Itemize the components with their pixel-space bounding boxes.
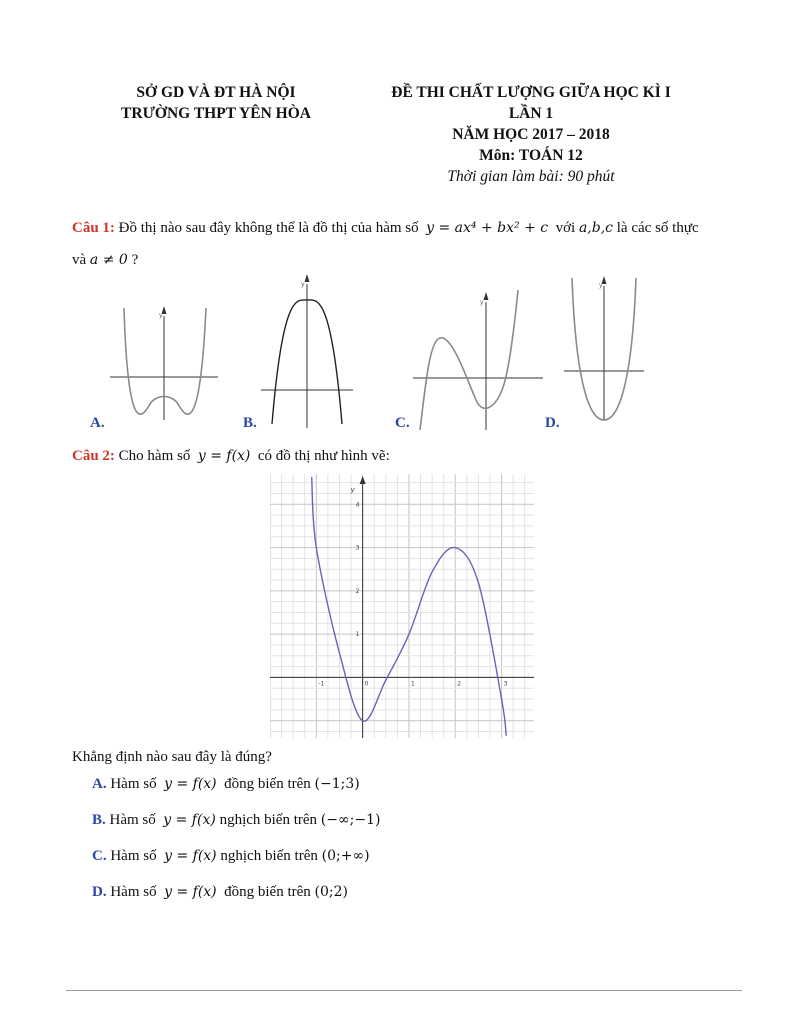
answer-b[interactable]: [92, 812, 380, 829]
exam-title: ĐỀ THI CHẤT LƯỢNG GIỮA HỌC KÌ I: [391, 84, 671, 101]
q1-option-c: C.: [395, 415, 410, 431]
answer-b-interval: (−∞;−1): [320, 812, 381, 828]
svg-text:y: y: [599, 282, 603, 289]
answer-d[interactable]: [92, 884, 348, 901]
question-1-text: Đồ thị nào sau đây không thể là đồ thị của hàm số: [118, 220, 419, 236]
x-tick-label: -1: [318, 680, 325, 688]
q1-graph-a: [108, 298, 220, 426]
answer-a-verb: đồng biến trên: [224, 776, 311, 792]
svg-text:y: y: [159, 312, 163, 319]
question-1-text-real: là các số thực: [616, 220, 699, 236]
answer-c-interval: (0;+∞): [321, 848, 370, 864]
answer-d-func: y = f(x): [164, 884, 217, 900]
answer-c[interactable]: [92, 848, 370, 865]
question-1-line2: [72, 250, 138, 270]
x-tick-label: 2: [457, 680, 462, 688]
answer-b-func: y = f(x): [163, 812, 216, 828]
y-axis-arrow: [360, 476, 366, 484]
answer-b-pre: Hàm số: [109, 812, 156, 828]
q1-graph-b: [259, 272, 355, 432]
exam-round: LẦN 1: [508, 105, 554, 122]
answer-c-pre: Hàm số: [110, 848, 157, 864]
y-axis-label: y: [350, 486, 355, 494]
question-1-label: Câu 1:: [72, 220, 115, 236]
question-1-condition: a ≠ 0: [89, 252, 128, 268]
question-2-label: Câu 2:: [72, 448, 115, 464]
answer-c-verb: nghịch biến trên: [220, 848, 318, 864]
answer-a-func: y = f(x): [164, 776, 217, 792]
exam-duration: Thời gian làm bài: 90 phút: [447, 168, 615, 185]
school-header: [100, 82, 332, 124]
answer-d-pre: Hàm số: [110, 884, 157, 900]
answer-d-interval: (0;2): [314, 884, 349, 900]
footer-divider: [66, 990, 742, 991]
x-tick-label: 3: [503, 680, 508, 688]
q1-option-b: B.: [243, 415, 257, 431]
subject: Môn: TOÁN 12: [479, 147, 583, 164]
question-2-text: Cho hàm số: [118, 448, 191, 464]
question-1-text-with: với: [555, 220, 576, 236]
school-year: NĂM HỌC 2017 – 2018: [452, 126, 610, 143]
question-2-prompt: Khẳng định nào sau đây là đúng?: [72, 749, 272, 765]
answer-d-letter: D.: [92, 884, 107, 900]
answer-c-func: y = f(x): [164, 848, 217, 864]
y-tick-label: 3: [355, 544, 360, 552]
y-tick-label: 4: [355, 501, 360, 509]
exam-header: [350, 82, 712, 187]
question-1-formula: y = ax⁴ + bx² + c: [426, 220, 549, 236]
svg-text:y: y: [301, 281, 305, 288]
question-1-and: và: [72, 252, 87, 268]
answer-b-verb: nghịch biến trên: [219, 812, 318, 828]
y-tick-label: 1: [355, 631, 360, 639]
answer-a-interval: (−1;3): [314, 776, 360, 792]
question-1-line1: [72, 218, 699, 238]
y-tick-label: 2: [355, 587, 360, 595]
answer-a-letter: A.: [92, 776, 107, 792]
question-2-func: y = f(x): [197, 448, 251, 464]
q2-function-graph: [270, 474, 534, 738]
q1-graph-c: [410, 290, 545, 432]
q1-graph-d: [562, 276, 646, 424]
x-tick-label: 1: [410, 680, 415, 688]
q1-option-a: A.: [90, 415, 105, 431]
answer-b-letter: B.: [92, 812, 106, 828]
department-name: SỞ GD VÀ ĐT HÀ NỘI: [136, 84, 296, 101]
question-2-line1: [72, 446, 390, 466]
question-2-text-b: có đồ thị như hình vẽ:: [257, 448, 390, 464]
answer-d-verb: đồng biến trên: [224, 884, 311, 900]
svg-text:y: y: [480, 299, 484, 306]
question-1-qmark: ?: [131, 252, 139, 268]
x-tick-label: 0: [364, 680, 369, 688]
q1-option-d: D.: [545, 415, 560, 431]
answer-a[interactable]: [92, 776, 360, 793]
answer-c-letter: C.: [92, 848, 107, 864]
question-1-vars: a,b,c: [578, 220, 614, 236]
answer-a-pre: Hàm số: [110, 776, 157, 792]
school-name: TRƯỜNG THPT YÊN HÒA: [121, 105, 311, 122]
